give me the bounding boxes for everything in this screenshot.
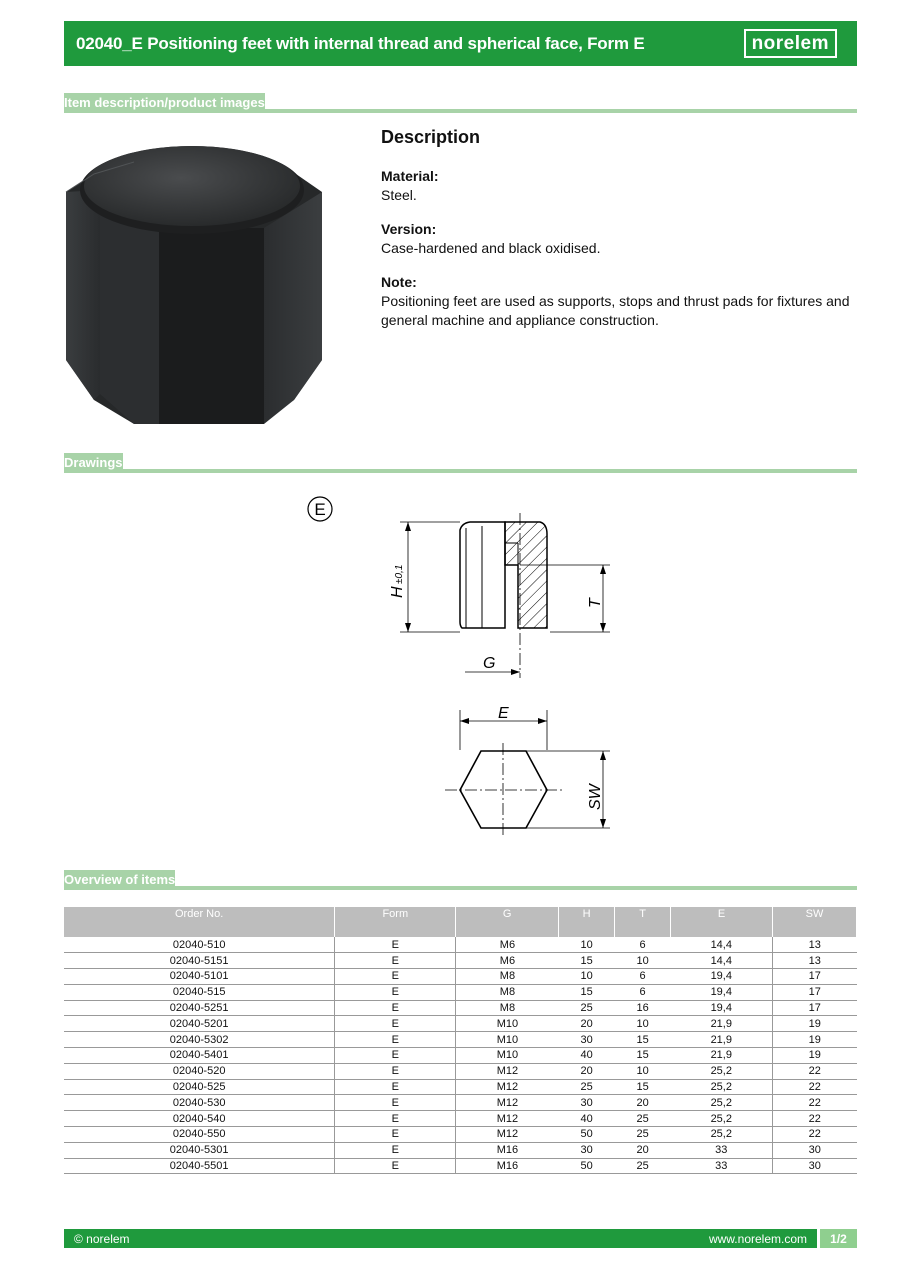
items-table	[64, 907, 857, 1174]
cell-e: 14,4	[671, 937, 773, 953]
cell-order-no: 02040-5401	[64, 1048, 335, 1064]
cell-h: 20	[559, 1016, 615, 1032]
cell-sw: 19	[773, 1032, 857, 1048]
cell-e: 14,4	[671, 953, 773, 969]
cell-t: 6	[615, 984, 671, 1000]
cell-e: 25,2	[671, 1127, 773, 1143]
cell-g: M16	[456, 1142, 559, 1158]
table-row	[64, 1016, 857, 1032]
table-row	[64, 1158, 857, 1174]
cell-h: 20	[559, 1063, 615, 1079]
note-label: Note:	[381, 274, 417, 290]
cell-form: E	[335, 1095, 456, 1111]
cell-e: 33	[671, 1158, 773, 1174]
cell-g: M12	[456, 1079, 559, 1095]
table-row	[64, 953, 857, 969]
page-footer	[64, 1229, 857, 1248]
section-overview	[64, 868, 857, 890]
cell-order-no: 02040-550	[64, 1127, 335, 1143]
cell-h: 10	[559, 969, 615, 985]
cell-g: M8	[456, 984, 559, 1000]
cell-t: 16	[615, 1000, 671, 1016]
table-row	[64, 937, 857, 953]
cell-e: 21,9	[671, 1048, 773, 1064]
cell-sw: 17	[773, 969, 857, 985]
cell-g: M12	[456, 1063, 559, 1079]
table-row	[64, 1032, 857, 1048]
cell-form: E	[335, 984, 456, 1000]
column-header-sw: SW	[773, 907, 857, 937]
cell-form: E	[335, 1048, 456, 1064]
section-label: Overview of items	[64, 870, 175, 890]
cell-g: M10	[456, 1032, 559, 1048]
table-row	[64, 1142, 857, 1158]
cell-order-no: 02040-5302	[64, 1032, 335, 1048]
cell-sw: 13	[773, 937, 857, 953]
column-header-e: E	[671, 907, 773, 937]
cell-sw: 17	[773, 984, 857, 1000]
table-row	[64, 1111, 857, 1127]
dimension-e-label: E	[498, 705, 509, 722]
cell-form: E	[335, 1111, 456, 1127]
cell-h: 15	[559, 984, 615, 1000]
cell-form: E	[335, 1000, 456, 1016]
section-label: Item description/product images	[64, 93, 265, 113]
page-header	[64, 21, 857, 66]
cell-sw: 22	[773, 1063, 857, 1079]
cell-h: 30	[559, 1032, 615, 1048]
cell-order-no: 02040-5101	[64, 969, 335, 985]
table-row	[64, 984, 857, 1000]
column-header-t: T	[615, 907, 671, 937]
table-row	[64, 1095, 857, 1111]
cell-g: M6	[456, 937, 559, 953]
dimension-g-label: G	[483, 655, 496, 672]
cell-sw: 22	[773, 1127, 857, 1143]
cell-form: E	[335, 1032, 456, 1048]
cell-h: 50	[559, 1158, 615, 1174]
cell-h: 15	[559, 953, 615, 969]
table-row	[64, 1000, 857, 1016]
form-marker-label: E	[314, 500, 326, 519]
cell-order-no: 02040-5151	[64, 953, 335, 969]
cell-h: 40	[559, 1111, 615, 1127]
cell-g: M12	[456, 1127, 559, 1143]
cell-e: 21,9	[671, 1032, 773, 1048]
column-header-h: H	[559, 907, 615, 937]
cell-h: 25	[559, 1000, 615, 1016]
section-item-description	[64, 91, 857, 113]
cell-t: 15	[615, 1032, 671, 1048]
cell-g: M8	[456, 969, 559, 985]
cell-g: M10	[456, 1048, 559, 1064]
cell-form: E	[335, 969, 456, 985]
table-row	[64, 1127, 857, 1143]
cell-sw: 19	[773, 1048, 857, 1064]
cell-t: 25	[615, 1158, 671, 1174]
cell-e: 25,2	[671, 1079, 773, 1095]
cell-order-no: 02040-520	[64, 1063, 335, 1079]
cell-t: 25	[615, 1127, 671, 1143]
table-row	[64, 1063, 857, 1079]
material-label: Material:	[381, 168, 439, 184]
cell-g: M16	[456, 1158, 559, 1174]
table-row	[64, 969, 857, 985]
cell-h: 10	[559, 937, 615, 953]
cell-form: E	[335, 1158, 456, 1174]
note-value: Positioning feet are used as supports, stops and thrust pads for fixtures and general machine and appliance construction.	[381, 293, 850, 328]
cell-form: E	[335, 1127, 456, 1143]
cell-g: M12	[456, 1095, 559, 1111]
product-image	[64, 132, 324, 430]
material-value: Steel.	[381, 187, 417, 203]
cell-sw: 22	[773, 1111, 857, 1127]
technical-drawing	[300, 488, 640, 848]
cell-t: 20	[615, 1095, 671, 1111]
cell-e: 19,4	[671, 984, 773, 1000]
cell-t: 6	[615, 969, 671, 985]
cell-e: 19,4	[671, 969, 773, 985]
cell-e: 25,2	[671, 1111, 773, 1127]
cell-order-no: 02040-5301	[64, 1142, 335, 1158]
cell-order-no: 02040-515	[64, 984, 335, 1000]
cell-h: 30	[559, 1095, 615, 1111]
cell-h: 50	[559, 1127, 615, 1143]
version-value: Case-hardened and black oxidised.	[381, 240, 601, 256]
cell-sw: 30	[773, 1158, 857, 1174]
cell-order-no: 02040-510	[64, 937, 335, 953]
footer-copyright: © norelem	[74, 1231, 130, 1246]
cell-h: 30	[559, 1142, 615, 1158]
cell-t: 10	[615, 953, 671, 969]
section-label: Drawings	[64, 453, 123, 473]
column-header-g: G	[456, 907, 559, 937]
cell-t: 15	[615, 1048, 671, 1064]
cell-g: M10	[456, 1016, 559, 1032]
cell-sw: 22	[773, 1079, 857, 1095]
column-header-order-no: Order No.	[64, 907, 335, 937]
cell-e: 21,9	[671, 1016, 773, 1032]
cell-form: E	[335, 1063, 456, 1079]
cell-form: E	[335, 937, 456, 953]
dimension-h-tolerance: ±0,1	[394, 564, 405, 584]
cell-order-no: 02040-5501	[64, 1158, 335, 1174]
page-title: 02040_E Positioning feet with internal thread and spherical face, Form E	[76, 33, 645, 53]
cell-t: 10	[615, 1063, 671, 1079]
cell-form: E	[335, 1079, 456, 1095]
cell-form: E	[335, 1016, 456, 1032]
column-header-form: Form	[335, 907, 456, 937]
cell-sw: 22	[773, 1095, 857, 1111]
cell-g: M12	[456, 1111, 559, 1127]
cell-e: 33	[671, 1142, 773, 1158]
cell-order-no: 02040-540	[64, 1111, 335, 1127]
cell-form: E	[335, 1142, 456, 1158]
cell-order-no: 02040-5201	[64, 1016, 335, 1032]
page-number: 1/2	[817, 1229, 857, 1248]
cell-form: E	[335, 953, 456, 969]
cell-order-no: 02040-525	[64, 1079, 335, 1095]
description-block	[381, 128, 857, 345]
dimension-sw-label: SW	[587, 784, 604, 810]
cell-t: 25	[615, 1111, 671, 1127]
table-header-row	[64, 907, 857, 937]
norelem-logo: norelem	[744, 29, 837, 58]
cell-sw: 19	[773, 1016, 857, 1032]
table-row	[64, 1079, 857, 1095]
cell-e: 25,2	[671, 1095, 773, 1111]
cell-t: 10	[615, 1016, 671, 1032]
cell-sw: 30	[773, 1142, 857, 1158]
cell-h: 25	[559, 1079, 615, 1095]
table-row	[64, 1048, 857, 1064]
cell-sw: 17	[773, 1000, 857, 1016]
cell-g: M8	[456, 1000, 559, 1016]
footer-website-link[interactable]: www.norelem.com	[708, 1231, 807, 1246]
description-heading: Description	[381, 127, 481, 147]
cell-e: 25,2	[671, 1063, 773, 1079]
cell-t: 6	[615, 937, 671, 953]
dimension-h-label: H	[389, 586, 406, 598]
version-label: Version:	[381, 221, 437, 237]
cell-t: 15	[615, 1079, 671, 1095]
section-drawings	[64, 451, 857, 473]
cell-g: M6	[456, 953, 559, 969]
cell-h: 40	[559, 1048, 615, 1064]
cell-order-no: 02040-5251	[64, 1000, 335, 1016]
dimension-t-label: T	[587, 598, 604, 608]
cell-order-no: 02040-530	[64, 1095, 335, 1111]
cell-e: 19,4	[671, 1000, 773, 1016]
cell-t: 20	[615, 1142, 671, 1158]
cell-sw: 13	[773, 953, 857, 969]
